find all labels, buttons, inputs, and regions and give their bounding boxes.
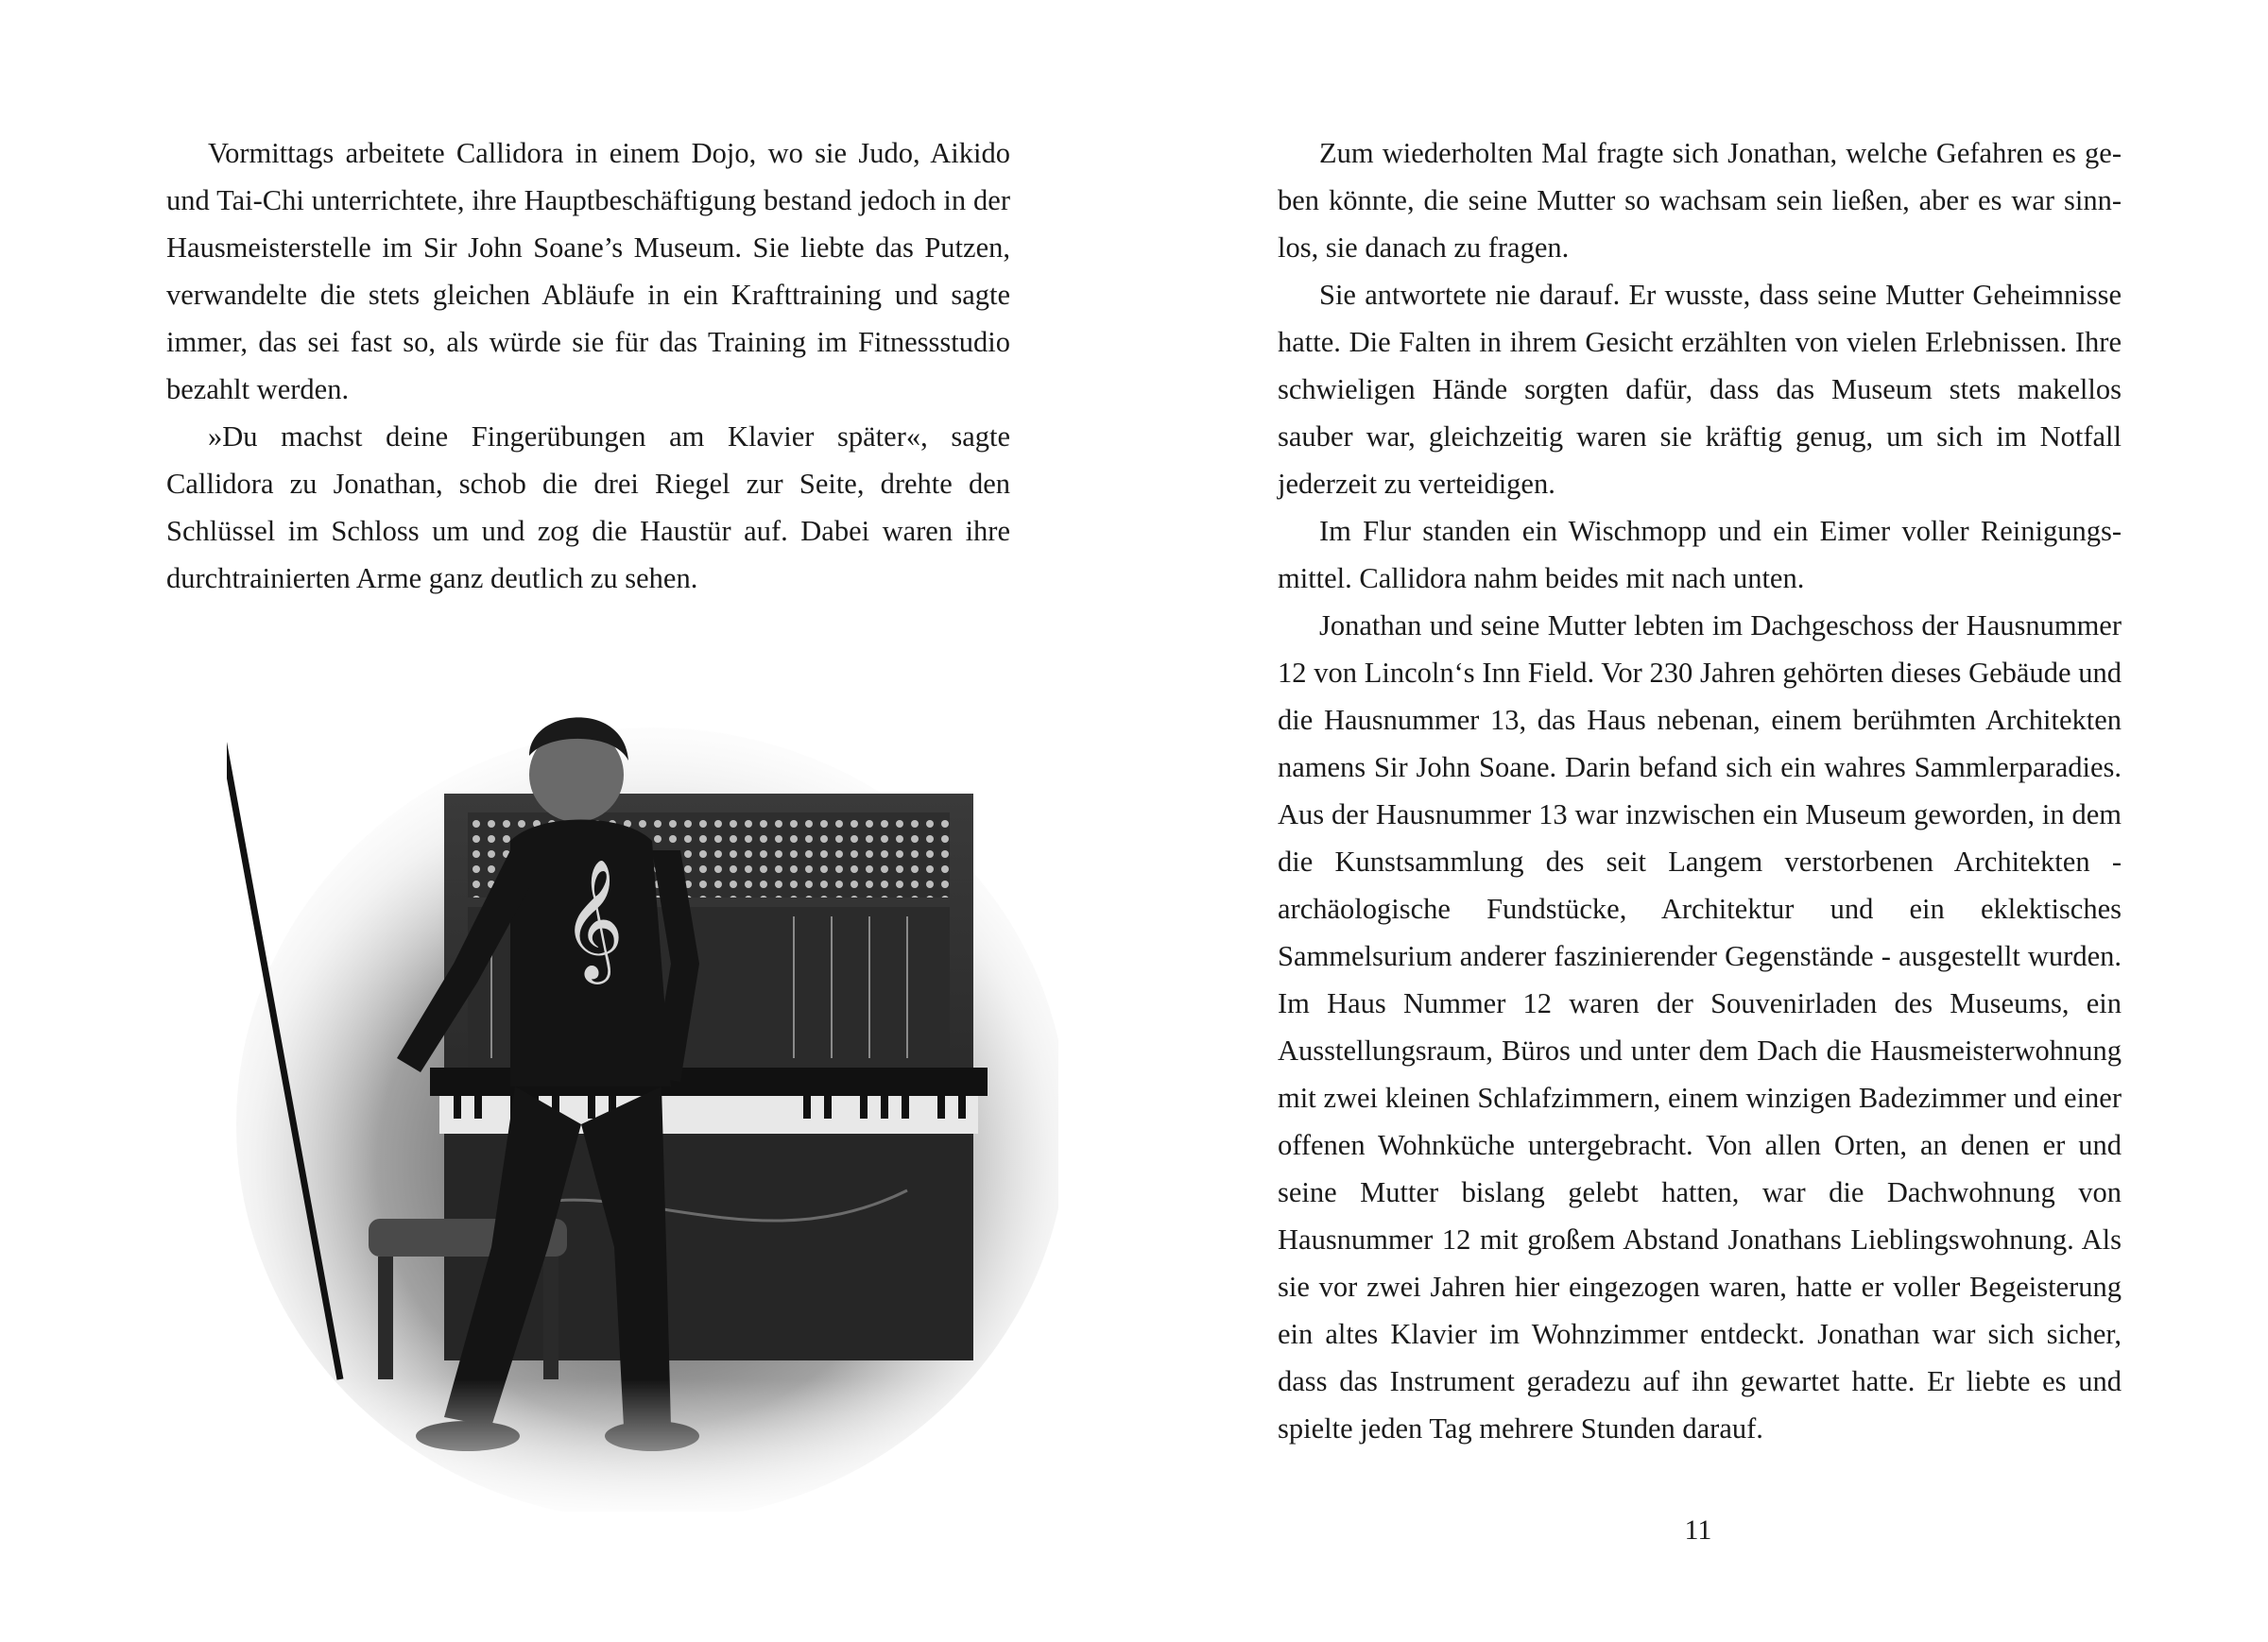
paragraph: »Du machst deine Fingerübungen am Klavier später«, sagte Callidora zu Jonathan, schob die drei Riegel zur Seite, drehte den Schlüssel im Schloss um und zog die Haustür auf. Dabei waren ihre durchtrainierten Arme ganz deutlich zu sehen.: [166, 420, 1010, 594]
illustration-boy-at-piano: [227, 680, 1058, 1512]
right-page: [1134, 0, 2268, 1642]
left-body-text: [166, 129, 1010, 602]
right-body-text: [1278, 129, 2122, 1452]
paragraph: Sie antwortete nie darauf. Er wusste, dass seine Mutter Geheimnisse hatte. Die Falten in ihrem Gesicht erzählten von vielen Erlebnissen. Ihre schwieligen Hände sorgten dafür, dass das Museum stets makellos sauber war, gleichzeitig waren sie kräftig genug, um sich im Notfall jederzeit zu verteidigen.: [1278, 279, 2122, 500]
paragraph: Im Flur standen ein Wischmopp und ein Eimer voller Reinigungsmittel. Callidora nahm beides mit nach unten.: [1278, 515, 2122, 594]
paragraph: Jonathan und seine Mutter lebten im Dachgeschoss der Hausnummer 12 von Lincoln‘s Inn Field. Vor 230 Jahren gehörten dieses Gebäude und die Hausnummer 13, das Haus nebenan, einem berühmten Architekten namens Sir John Soane. Darin befand sich ein wahres Sammlerparadies. Aus der Hausnummer 13 war inzwischen ein Museum geworden, in dem die Kunstsammlung des seit Langem verstorbenen Architekten - archäologische Fundstücke, Architektur und ein eklektisches Sammelsurium anderer faszinierender Gegenstände - ausgestellt wurden. Im Haus Nummer 12 waren der Souvenirladen des Museums, ein Ausstellungsraum, Büros und unter dem Dach die Hausmeisterwohnung mit zwei kleinen Schlafzimmern, einem winzigen Badezimmer und einer offenen Wohnküche untergebracht. Von allen Orten, an denen er und seine Mutter bislang gelebt hatten, war die Dachwohnung von Hausnummer 12 mit großem Abstand Jonathans Lieblingswohnung. Als sie vor zwei Jahren hier eingezogen waren, hatte er voller Begeisterung ein altes Klavier im Wohnzimmer entdeckt. Jonathan war sich sicher, dass das Instrument geradezu auf ihn gewartet hatte. Er liebte es und spielte jeden Tag mehrere Stunden darauf.: [1278, 609, 2122, 1445]
page-number: 11: [1684, 1514, 1712, 1546]
treble-clef-icon: [562, 858, 624, 984]
paragraph: Zum wiederholten Mal fragte sich Jonathan, welche Gefahren es geben könnte, die seine Mutter so wachsam sein ließen, aber es war sinnlos, sie danach zu fragen.: [1278, 137, 2122, 264]
paragraph: Vormittags arbeitete Callidora in einem Dojo, wo sie Judo, Aikido und Tai-Chi unterrichtete, ihre Hauptbeschäftigung bestand jedoch in der Hausmeisterstelle im Sir John Soane’s Museum. Sie liebte das Putzen, verwandelte die stets gleichen Abläufe in ein Krafttraining und sagte immer, das sei fast so, als würde sie für das Training im Fitnessstudio bezahlt werden.: [166, 137, 1010, 405]
svg-text:𝄞: 𝄞: [562, 858, 625, 979]
